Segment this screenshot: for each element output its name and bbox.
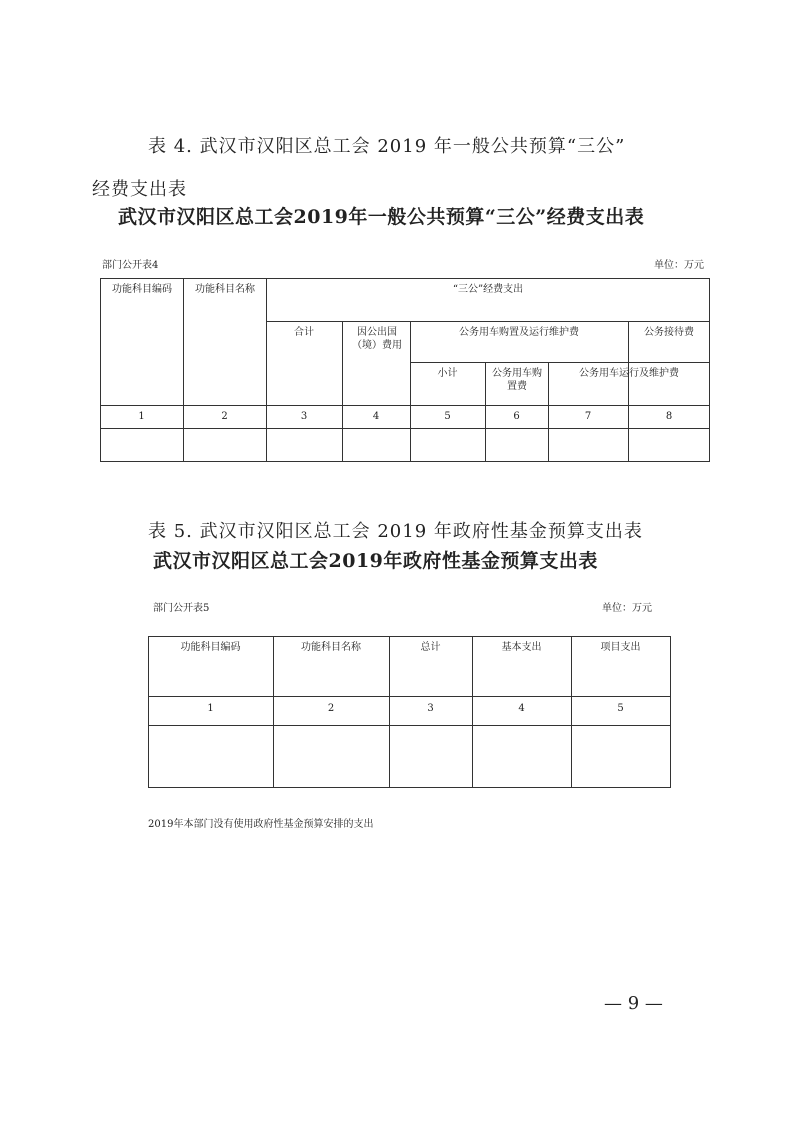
t4-colnum: 6 — [513, 411, 520, 422]
t4-colnum: 5 — [444, 411, 451, 422]
t4-header-subtotal: 小计 — [437, 368, 458, 379]
t4-header-vehicle-purchase: 公务用车购置费 — [492, 368, 542, 392]
table4-caption-line1: 表 4. 武汉市汉阳区总工会 2019 年一般公共预算“三公” — [148, 136, 626, 157]
t5-colnum: 4 — [518, 703, 525, 714]
table5-unit: 单位：万元 — [602, 603, 652, 614]
t4-colnum: 1 — [138, 411, 145, 422]
t4-header-total: 合计 — [294, 327, 314, 338]
t4-header-code: 功能科目编码 — [112, 284, 172, 295]
page-number: — 9 — — [604, 993, 663, 1014]
t5-colnum: 1 — [207, 703, 214, 714]
table4-caption-line2: 经费支出表 — [92, 179, 187, 200]
t4-colnum: 4 — [372, 411, 380, 422]
table5-form-label: 部门公开表5 — [153, 603, 210, 614]
t4-colnum: 8 — [665, 411, 673, 422]
t5-colnum: 3 — [427, 703, 434, 714]
t4-header-vehicle: 公务用车购置及运行维护费 — [459, 327, 579, 338]
t5-colnum: 2 — [327, 703, 335, 714]
t5-header: 功能科目编码 — [180, 642, 241, 653]
table4-form-label: 部门公开表4 — [102, 260, 159, 271]
t4-colnum: 3 — [300, 411, 308, 422]
table4-unit: 单位：万元 — [654, 260, 704, 271]
t4-header-sangong: “三公”经费支出 — [452, 284, 524, 295]
t4-header-vehicle-operation: 公务用车运行及维护费 — [579, 368, 679, 379]
t4-colnum: 2 — [221, 411, 228, 422]
t5-header: 总计 — [420, 642, 441, 653]
table4-title: 武汉市汉阳区总工会2019年一般公共预算“三公”经费支出表 — [118, 206, 645, 228]
table5-note: 2019年本部门没有使用政府性基金预算安排的支出 — [148, 819, 374, 830]
table5-caption: 表 5. 武汉市汉阳区总工会 2019 年政府性基金预算支出表 — [148, 521, 643, 542]
t5-colnum: 5 — [617, 703, 624, 714]
t4-header-reception: 公务接待费 — [644, 327, 694, 338]
t4-header-name: 功能科目名称 — [195, 284, 255, 295]
t5-header: 基本支出 — [501, 642, 542, 653]
t5-header: 功能科目名称 — [301, 642, 361, 653]
t4-header-abroad: 因公出国（境）费用 — [352, 327, 402, 351]
t4-colnum: 7 — [584, 411, 592, 422]
t5-header: 项目支出 — [600, 642, 641, 653]
table5-title: 武汉市汉阳区总工会2019年政府性基金预算支出表 — [153, 550, 598, 572]
